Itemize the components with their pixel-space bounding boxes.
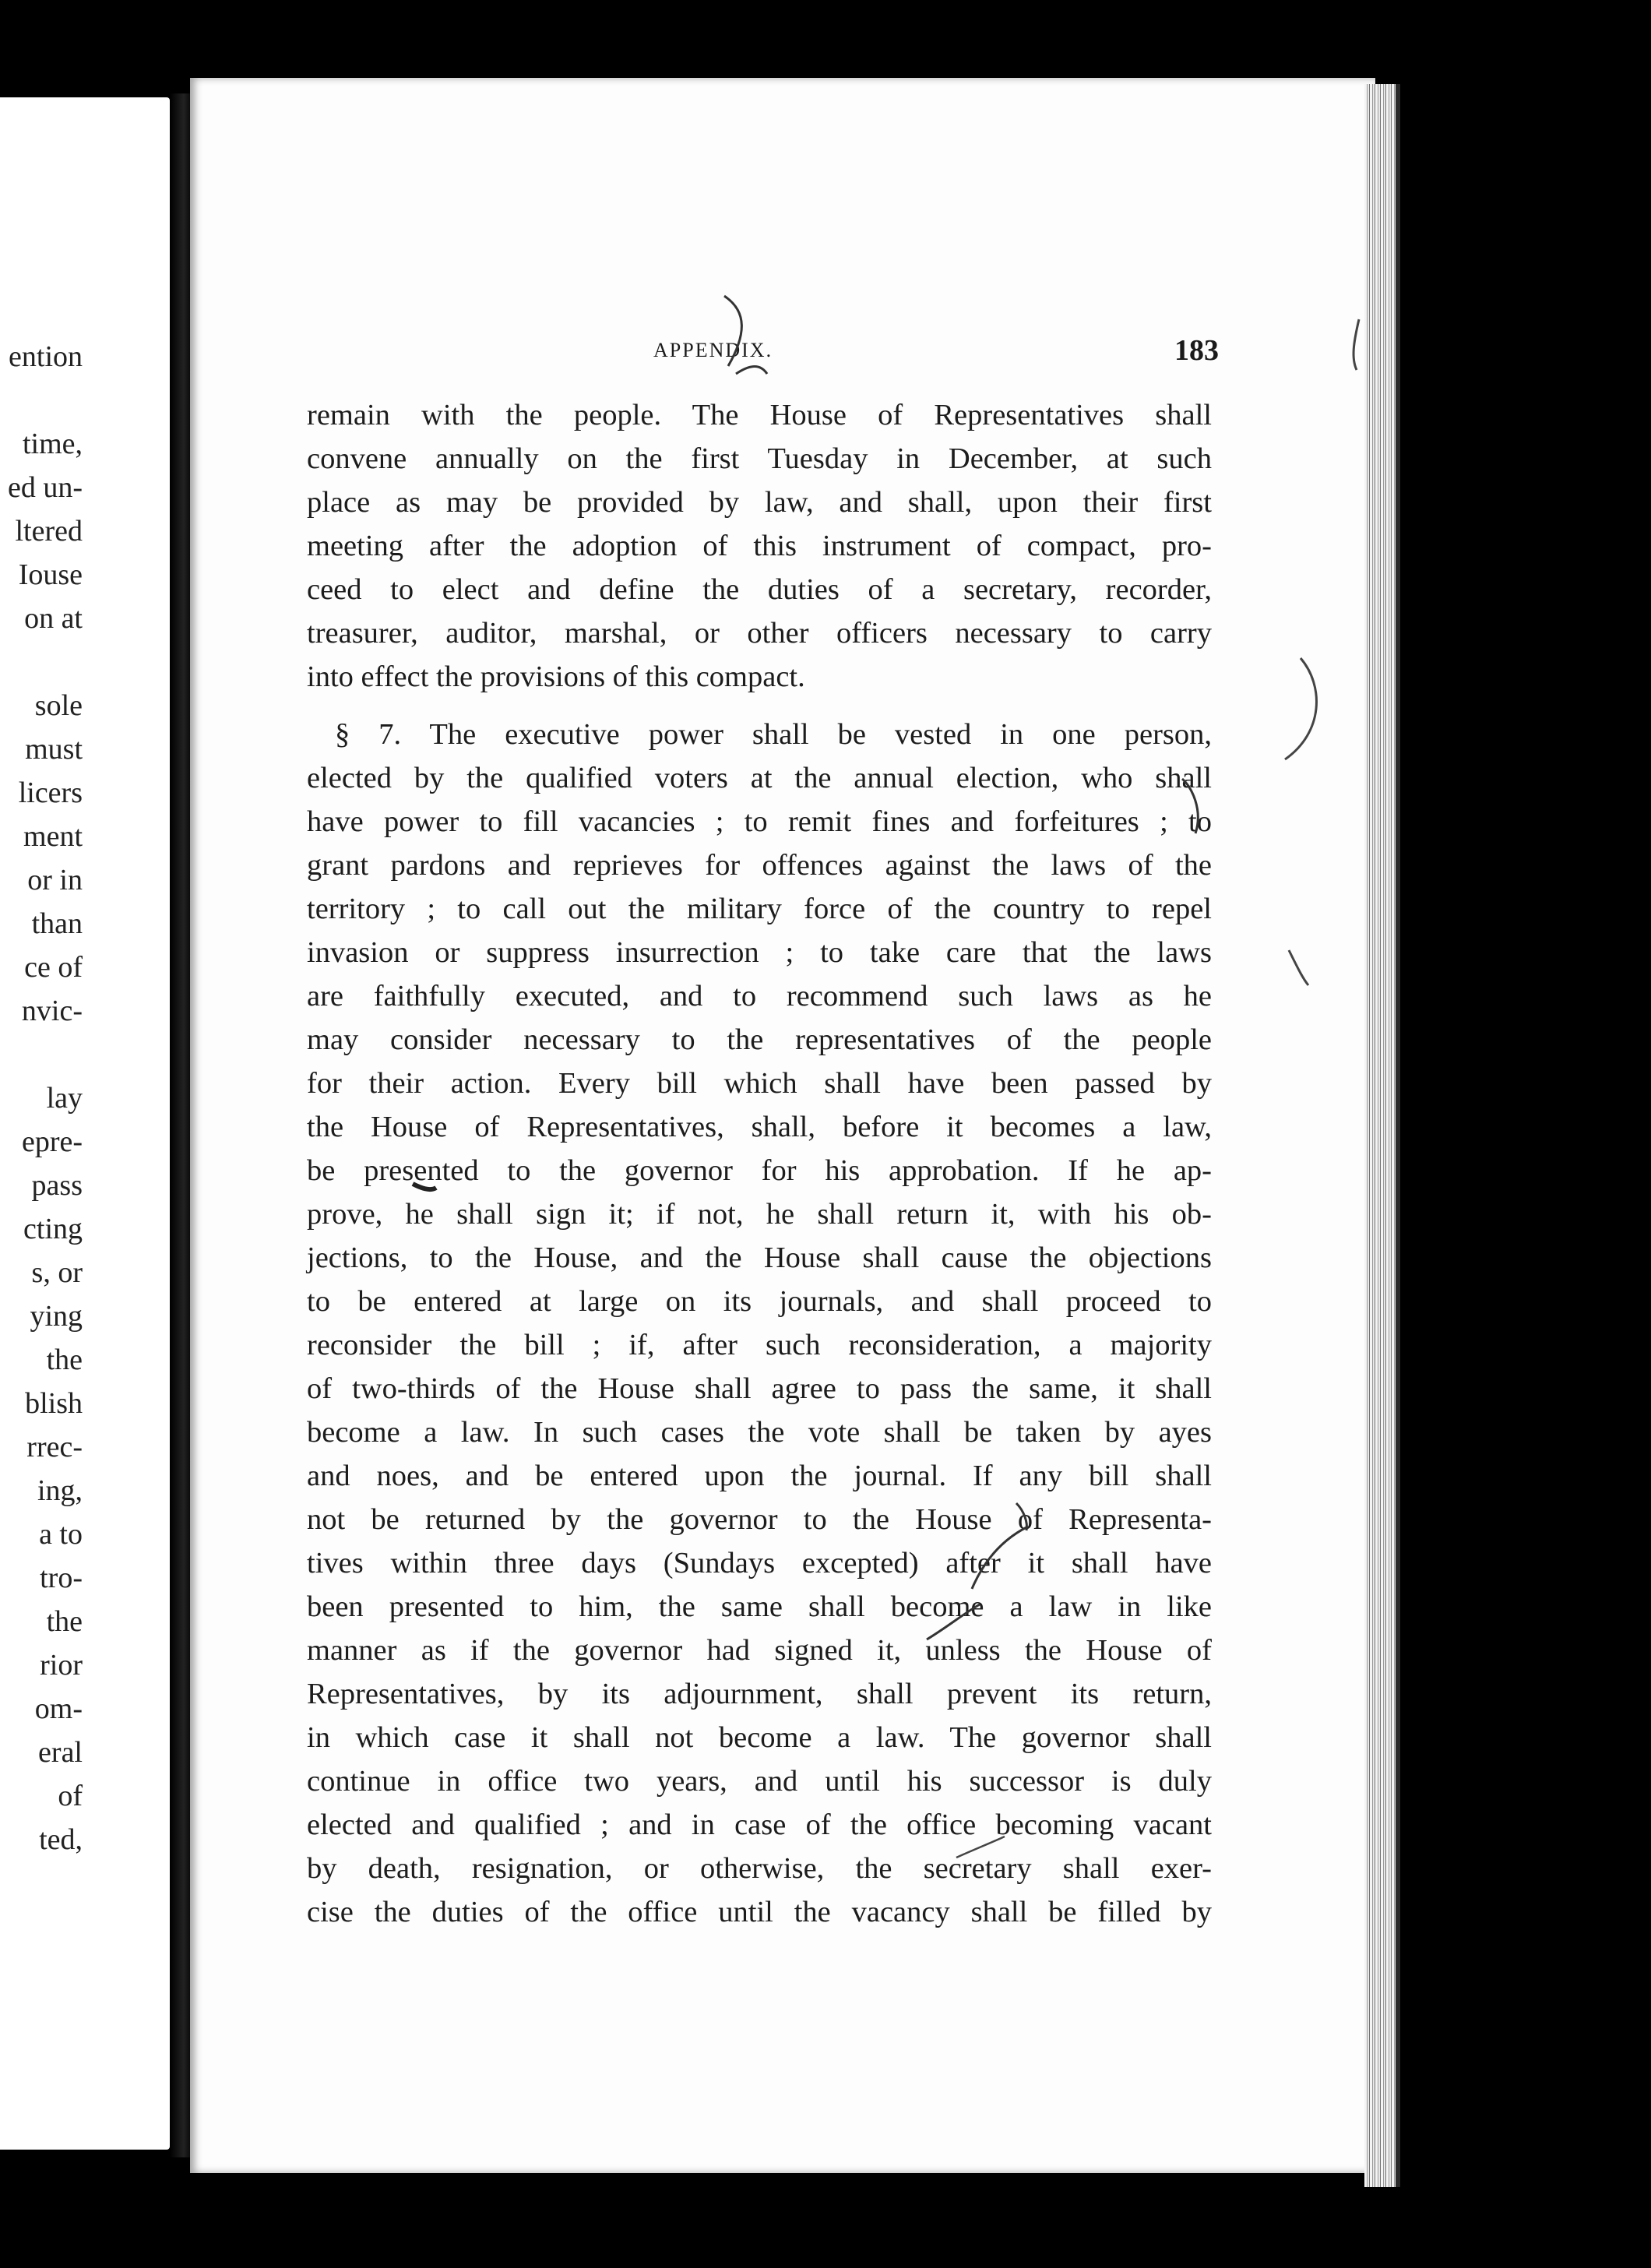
text-line: elected and qualified ; and in case of the office becoming vacant (307, 1808, 1212, 1841)
left-page-line: Iouse (18, 558, 83, 591)
text-line: into effect the provisions of this compact. (307, 660, 805, 693)
text-line: place as may be provided by law, and shall, upon their first (307, 486, 1212, 519)
text-line: remain with the people. The House of Representatives shall (307, 399, 1212, 431)
page-edge-stack (1364, 84, 1400, 2187)
text-line: may consider necessary to the representatives of the people (307, 1023, 1212, 1056)
left-page-line: ted, (39, 1823, 83, 1856)
left-page-line: ention (9, 340, 83, 373)
left-page-line: on at (24, 602, 83, 635)
left-page-line: time, (22, 428, 83, 460)
page-header (190, 335, 1375, 382)
text-line: been presented to him, the same shall become a law in like (307, 1590, 1212, 1623)
left-page-line: the (46, 1344, 83, 1376)
text-line: Representatives, by its adjournment, shall prevent its return, (307, 1678, 1212, 1710)
text-line: ceed to elect and define the duties of a secretary, recorder, (307, 573, 1212, 606)
text-line: tives within three days (Sundays excepted) after it shall have (307, 1547, 1212, 1580)
left-page-line: a to (39, 1518, 83, 1551)
text-line: by death, resignation, or otherwise, the secretary shall exer- (307, 1852, 1212, 1885)
text-line: convene annually on the first Tuesday in December, at such (307, 442, 1212, 475)
left-page-line: nvic- (21, 995, 83, 1027)
left-page-line: tro- (40, 1562, 83, 1594)
left-page-line: ltered (15, 515, 83, 548)
text-line: manner as if the governor had signed it, unless the House of (307, 1634, 1212, 1667)
paragraph-2 (307, 713, 1212, 1934)
left-page-line: rrec- (26, 1431, 83, 1463)
text-line: reconsider the bill ; if, after such reconsideration, a majority (307, 1329, 1212, 1361)
left-page-line: sole (34, 689, 83, 722)
text-line: continue in office two years, and until his successor is duly (307, 1765, 1212, 1798)
left-page-line: licers (18, 777, 83, 809)
page-body-text (307, 393, 1212, 1934)
text-line: and noes, and be entered upon the journal. If any bill shall (307, 1460, 1212, 1492)
left-page-line: than (31, 907, 83, 940)
left-page-line: ce of (24, 951, 83, 984)
text-line: of two-thirds of the House shall agree to pass the same, it shall (307, 1372, 1212, 1405)
left-page-line: blish (25, 1387, 83, 1420)
paragraph-gap (307, 699, 1212, 713)
page-number: 183 (1174, 334, 1219, 367)
text-line: be presented to the governor for his approbation. If he ap- (307, 1154, 1212, 1187)
text-line: the House of Representatives, shall, before it becomes a law, (307, 1111, 1212, 1143)
text-line: become a law. In such cases the vote shall be taken by ayes (307, 1416, 1212, 1449)
left-page-line: of (58, 1780, 83, 1812)
paragraph-1 (307, 393, 1212, 699)
left-page-line: om- (34, 1692, 83, 1725)
text-line: treasurer, auditor, marshal, or other officers necessary to carry (307, 617, 1212, 650)
text-line: elected by the qualified voters at the annual election, who shall (307, 762, 1212, 794)
text-line: jections, to the House, and the House shall cause the objections (307, 1241, 1212, 1274)
running-head: APPENDIX. (653, 339, 773, 361)
left-page-line: ment (23, 820, 83, 853)
left-facing-page (0, 97, 170, 2150)
text-line: prove, he shall sign it; if not, he shall return it, with his ob- (307, 1198, 1212, 1231)
main-page (190, 78, 1375, 2173)
left-page-line: ed un- (7, 471, 83, 504)
text-line: to be entered at large on its journals, and shall proceed to (307, 1285, 1212, 1318)
text-line: have power to fill vacancies ; to remit fines and forfeitures ; to (307, 805, 1212, 838)
left-page-line: ing, (37, 1474, 83, 1507)
left-page-line: must (25, 733, 83, 766)
left-page-line: rior (40, 1649, 83, 1682)
text-line: not be returned by the governor to the House of Representa- (307, 1503, 1212, 1536)
left-page-line: cting (23, 1213, 83, 1245)
left-page-line: ying (30, 1300, 83, 1333)
text-line: for their action. Every bill which shall have been passed by (307, 1067, 1212, 1100)
left-page-line: the (46, 1605, 83, 1638)
left-page-line: epre- (21, 1125, 83, 1158)
text-line: § 7. The executive power shall be vested in one person, (335, 718, 1212, 751)
text-line: invasion or suppress insurrection ; to take care that the laws (307, 936, 1212, 969)
left-page-line: lay (46, 1082, 83, 1115)
text-line: are faithfully executed, and to recommend such laws as he (307, 980, 1212, 1012)
left-page-line: s, or (31, 1256, 83, 1289)
text-line: in which case it shall not become a law. The governor shall (307, 1721, 1212, 1754)
text-line: meeting after the adoption of this instrument of compact, pro- (307, 530, 1212, 562)
left-page-line: eral (38, 1736, 83, 1769)
left-page-line: pass (31, 1169, 83, 1202)
left-page-line: or in (27, 864, 83, 896)
text-line: territory ; to call out the military force of the country to repel (307, 893, 1212, 925)
text-line: grant pardons and reprieves for offences against the laws of the (307, 849, 1212, 882)
text-line: cise the duties of the office until the vacancy shall be filled by (307, 1896, 1212, 1928)
